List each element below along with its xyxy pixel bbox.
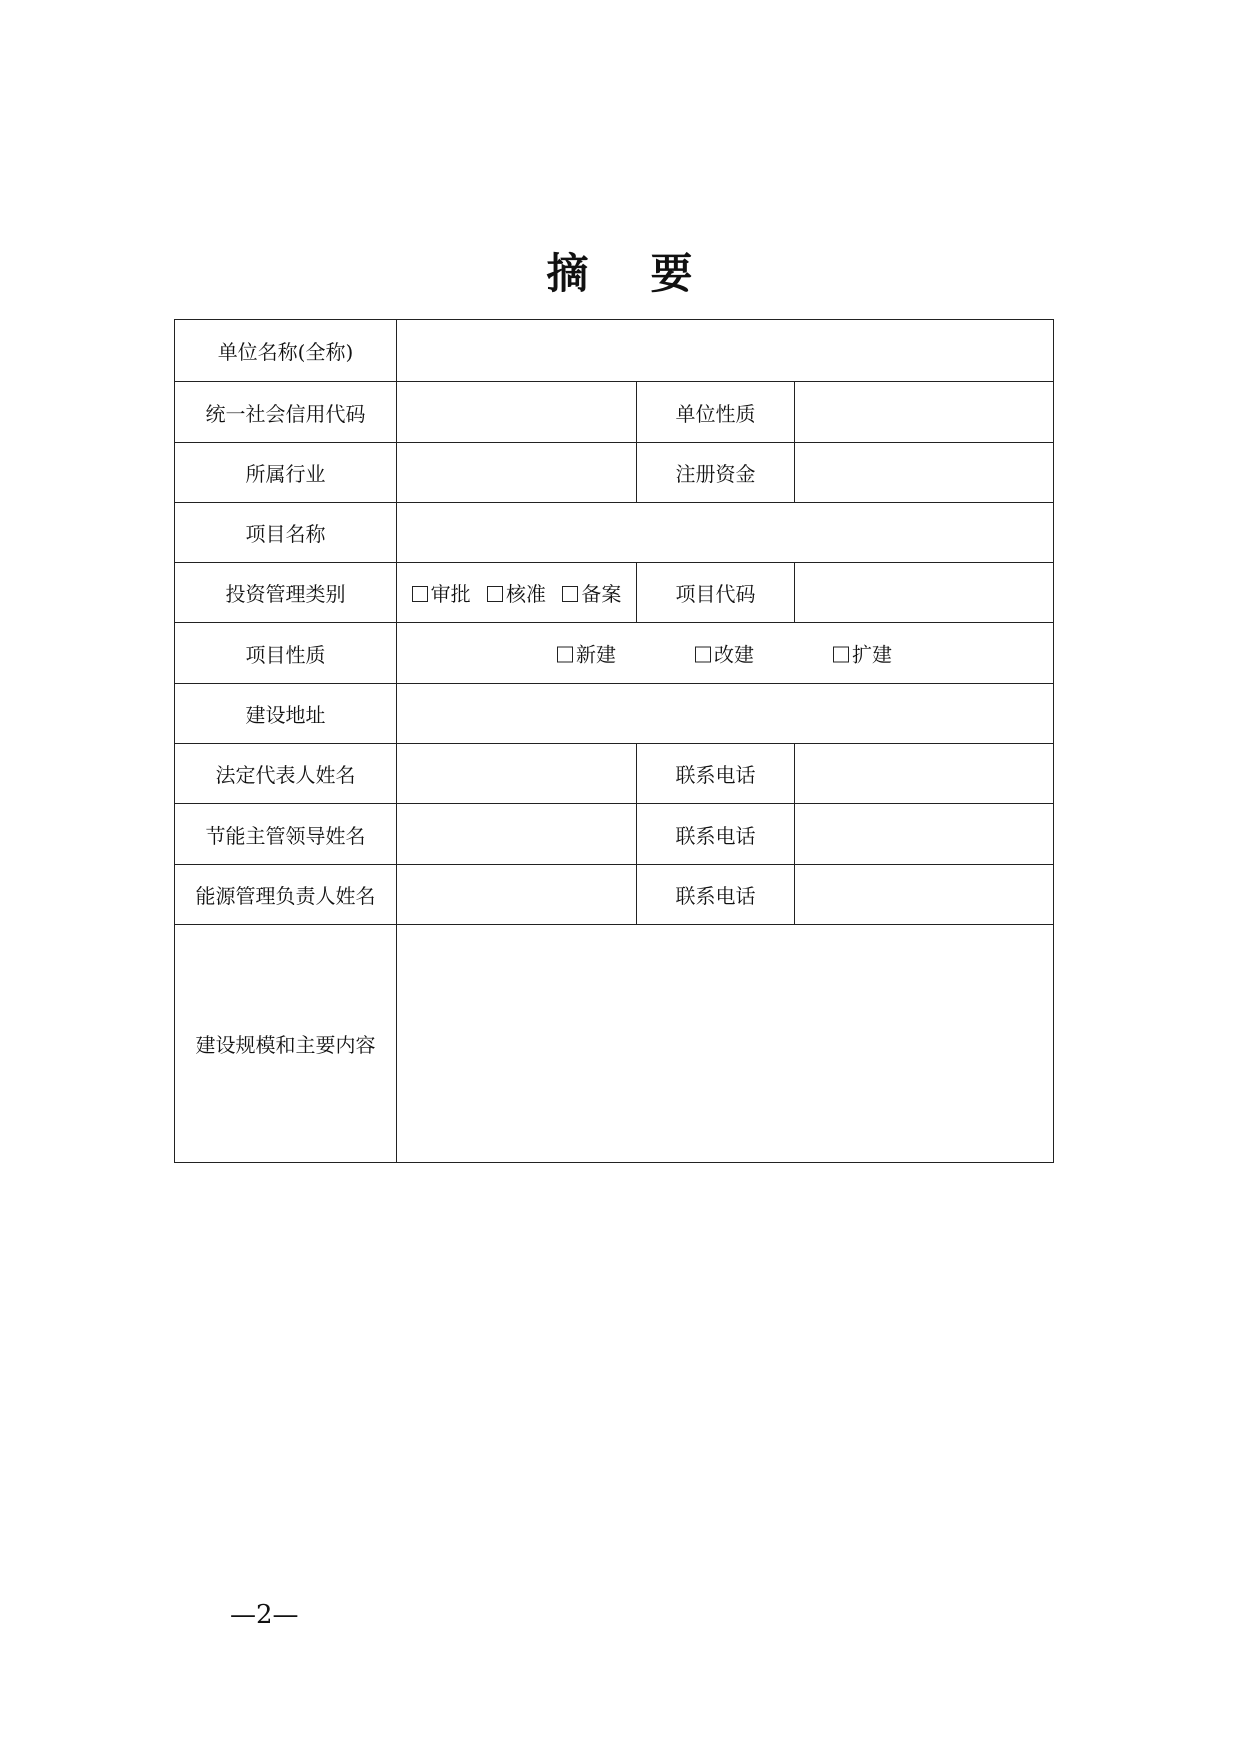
checkbox-icon [412, 586, 428, 602]
energy-leader-label: 节能主管领导姓名 [175, 804, 397, 865]
summary-form-table [174, 319, 1054, 1163]
project-nature-option-rebuild[interactable] [695, 639, 754, 668]
unit-nature-label: 单位性质 [637, 382, 795, 443]
address-label: 建设地址 [175, 684, 397, 744]
option-label: 核准 [506, 582, 546, 606]
project-nature-option-new[interactable] [557, 639, 616, 668]
checkbox-icon [833, 647, 849, 663]
option-label: 扩建 [852, 642, 892, 667]
contact-phone-label: 联系电话 [637, 744, 795, 804]
investment-option-verification[interactable] [487, 578, 546, 607]
checkbox-icon [487, 586, 503, 602]
unit-nature-field[interactable] [795, 382, 1054, 443]
page-number: —2— [230, 1600, 299, 1630]
address-field[interactable] [397, 684, 1054, 744]
investment-category-label: 投资管理类别 [175, 563, 397, 623]
option-label: 改建 [714, 642, 754, 667]
unit-name-field[interactable] [397, 320, 1054, 382]
option-label: 新建 [576, 642, 616, 667]
legal-rep-field[interactable] [397, 744, 637, 804]
credit-code-field[interactable] [397, 382, 637, 443]
industry-label: 所属行业 [175, 443, 397, 503]
checkbox-icon [562, 586, 578, 602]
legal-rep-phone-field[interactable] [795, 744, 1054, 804]
project-code-field[interactable] [795, 563, 1054, 623]
registered-capital-label: 注册资金 [637, 443, 795, 503]
project-nature-options [397, 623, 1054, 684]
project-code-label: 项目代码 [637, 563, 795, 623]
option-label: 备案 [581, 582, 622, 606]
scale-content-label: 建设规模和主要内容 [175, 925, 397, 1163]
project-nature-label: 项目性质 [175, 623, 397, 684]
project-name-label: 项目名称 [175, 503, 397, 563]
checkbox-icon [695, 647, 711, 663]
energy-manager-label: 能源管理负责人姓名 [175, 865, 397, 925]
energy-manager-phone-field[interactable] [795, 865, 1054, 925]
project-nature-option-expand[interactable] [833, 639, 892, 668]
scale-content-field[interactable] [397, 925, 1054, 1163]
title-char-2: 要 [650, 249, 693, 298]
contact-phone-label: 联系电话 [637, 865, 795, 925]
investment-option-approval[interactable] [412, 578, 471, 607]
investment-option-filing[interactable] [562, 578, 621, 607]
investment-category-options [397, 563, 637, 623]
page-title [0, 244, 1239, 304]
checkbox-icon [557, 647, 573, 663]
energy-leader-field[interactable] [397, 804, 637, 865]
energy-leader-phone-field[interactable] [795, 804, 1054, 865]
contact-phone-label: 联系电话 [637, 804, 795, 865]
credit-code-label: 统一社会信用代码 [175, 382, 397, 443]
industry-field[interactable] [397, 443, 637, 503]
title-char-1: 摘 [546, 249, 589, 298]
legal-rep-label: 法定代表人姓名 [175, 744, 397, 804]
project-name-field[interactable] [397, 503, 1054, 563]
option-label: 审批 [430, 582, 471, 606]
registered-capital-field[interactable] [795, 443, 1054, 503]
energy-manager-field[interactable] [397, 865, 637, 925]
unit-name-label: 单位名称(全称) [175, 320, 397, 382]
